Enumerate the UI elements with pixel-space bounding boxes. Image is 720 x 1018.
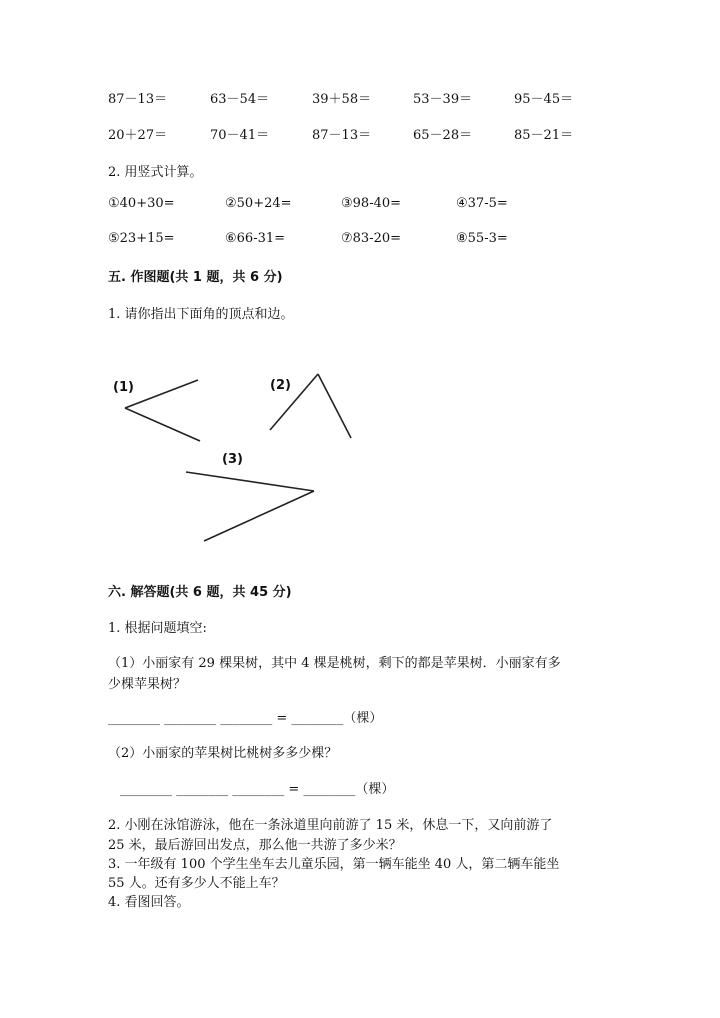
answer-blanks-row-1[interactable]: ________ ________ ________ = ________（棵） [108,711,383,726]
question-4: 4. 看图回答。 [108,895,190,910]
oral-calc-item: 63－54＝ [210,92,270,107]
section-6-question-1: 1. 根据问题填空: [108,621,207,636]
vertical-calc-item: ⑧55-3= [456,231,508,246]
question-3-line-2: 55 人。还有多少人不能上车？ [108,876,285,891]
question-3-line-1: 3. 一年级有 100 个学生坐车去儿童乐园，第一辆车能坐 40 人，第二辆车能坐 [108,857,560,872]
oral-calc-item: 87－13＝ [312,128,372,143]
angle-3 [186,472,314,541]
oral-calc-item: 20＋27＝ [108,128,168,143]
angle-1-label: (1) [113,380,134,395]
oral-calc-item: 95－45＝ [514,92,574,107]
answer-blanks-row-2[interactable]: ________ ________ ________ = ________（棵） [120,782,395,797]
angle-2-label: (2) [270,378,291,393]
angle-3-label: (3) [222,452,243,467]
question-2-line-1: 2. 小刚在泳馆游泳，他在一条泳道里向前游了 15 米，休息一下，又向前游了 [108,818,553,833]
angle-1 [125,380,200,441]
vertical-calc-item: ④37-5= [456,196,508,211]
section-6-heading: 六. 解答题(共 6 题，共 45 分) [108,585,292,600]
vertical-calc-item: ①40+30= [108,196,175,211]
vertical-calc-item: ⑦83-20= [341,231,402,246]
question-1-part-1-line-1: （1）小丽家有 29 棵果树，其中 4 棵是桃树，剩下的都是苹果树．小丽家有多 [108,656,561,671]
oral-calc-item: 85－21＝ [514,128,574,143]
section-5-question-1: 1. 请你指出下面角的顶点和边。 [108,307,294,322]
vertical-calc-item: ⑤23+15= [108,231,175,246]
section-5-heading: 五. 作图题(共 1 题，共 6 分) [108,270,283,285]
question-2-line-2: 25 米，最后游回出发点，那么他一共游了多少米？ [108,838,402,853]
vertical-calc-item: ③98-40= [341,196,402,211]
vertical-calc-item: ⑥66-31= [225,231,286,246]
oral-calc-item: 53－39＝ [413,92,473,107]
oral-calc-item: 39＋58＝ [312,92,372,107]
question-1-part-2: （2）小丽家的苹果树比桃树多多少棵？ [108,746,338,761]
vertical-calc-title: 2. 用竖式计算。 [108,165,203,180]
question-1-part-1-line-2: 少棵苹果树？ [108,677,187,692]
oral-calc-item: 70－41＝ [210,128,270,143]
oral-calc-item: 65－28＝ [413,128,473,143]
oral-calc-item: 87－13＝ [108,92,168,107]
vertical-calc-item: ②50+24= [225,196,292,211]
